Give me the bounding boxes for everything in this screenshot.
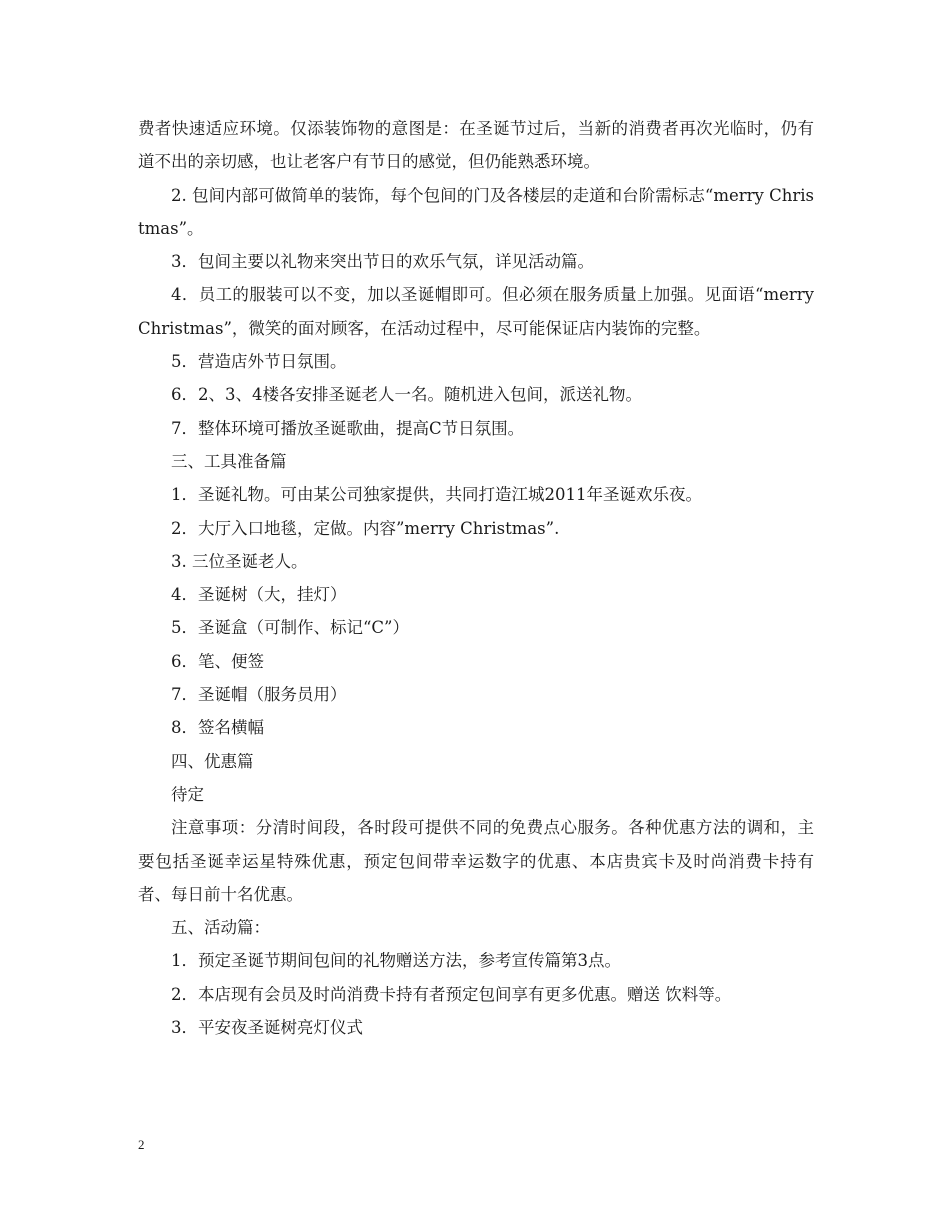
discount-notes: 注意事项：分清时间段，各时段可提供不同的免费点心服务。各种优惠方法的调和，主要包括圣诞幸运星特殊优惠，预定包间带幸运数字的优惠、本店贵宾卡及时尚消费卡持有者、每日前十名优惠。 bbox=[138, 818, 814, 904]
section-heading-discounts: 四、优惠篇 bbox=[171, 751, 254, 771]
document-body bbox=[138, 112, 814, 1044]
activity-item-3: 3．平安夜圣诞树亮灯仪式 bbox=[171, 1018, 363, 1038]
paragraph-item-7: 7．整体环境可播放圣诞歌曲，提高C节日氛围。 bbox=[171, 418, 525, 438]
discount-pending: 待定 bbox=[171, 784, 204, 804]
tool-item-5: 5．圣诞盒（可制作、标记“C”） bbox=[171, 618, 409, 638]
tool-item-2: 2．大厅入口地毯，定做。内容”merry Christmas”. bbox=[171, 518, 560, 538]
section-heading-activities: 五、活动篇： bbox=[171, 918, 270, 938]
activity-item-2: 2．本店现有会员及时尚消费卡持有者预定包间享有更多优惠。赠送 饮料等。 bbox=[171, 984, 732, 1004]
paragraph-item-4: 4．员工的服装可以不变，加以圣诞帽即可。但必须在服务质量上加强。见面语“merry Christmas”，微笑的面对顾客，在活动过程中，尽可能保证店内装饰的完整。 bbox=[138, 285, 814, 338]
tool-item-4: 4．圣诞树（大，挂灯） bbox=[171, 585, 347, 605]
tool-item-8: 8．签名横幅 bbox=[171, 718, 264, 738]
tool-item-7: 7．圣诞帽（服务员用） bbox=[171, 685, 347, 705]
paragraph-item-3: 3．包间主要以礼物来突出节日的欢乐气氛，详见活动篇。 bbox=[171, 252, 594, 272]
page-number: 2 bbox=[138, 1137, 145, 1152]
activity-item-1: 1．预定圣诞节期间包间的礼物赠送方法，参考宣传篇第3点。 bbox=[171, 951, 621, 971]
tool-item-6: 6．笔、便签 bbox=[171, 651, 264, 671]
paragraph-item-6: 6．2、3、4楼各安排圣诞老人一名。随机进入包间，派送礼物。 bbox=[171, 385, 642, 405]
tool-item-3: 3. 三位圣诞老人。 bbox=[171, 551, 308, 571]
paragraph-continuation: 费者快速适应环境。仅添装饰物的意图是：在圣诞节过后，当新的消费者再次光临时，仍有道不出的亲切感，也让老客户有节日的感觉，但仍能熟悉环境。 bbox=[138, 119, 814, 172]
tool-item-1: 1．圣诞礼物。可由某公司独家提供，共同打造江城2011年圣诞欢乐夜。 bbox=[171, 485, 702, 505]
paragraph-item-2: 2. 包间内部可做简单的装饰，每个包间的门及各楼层的走道和台阶需标志“merry Christmas”。 bbox=[138, 185, 814, 238]
section-heading-tools: 三、工具准备篇 bbox=[171, 451, 287, 471]
paragraph-item-5: 5．营造店外节日氛围。 bbox=[171, 352, 347, 372]
